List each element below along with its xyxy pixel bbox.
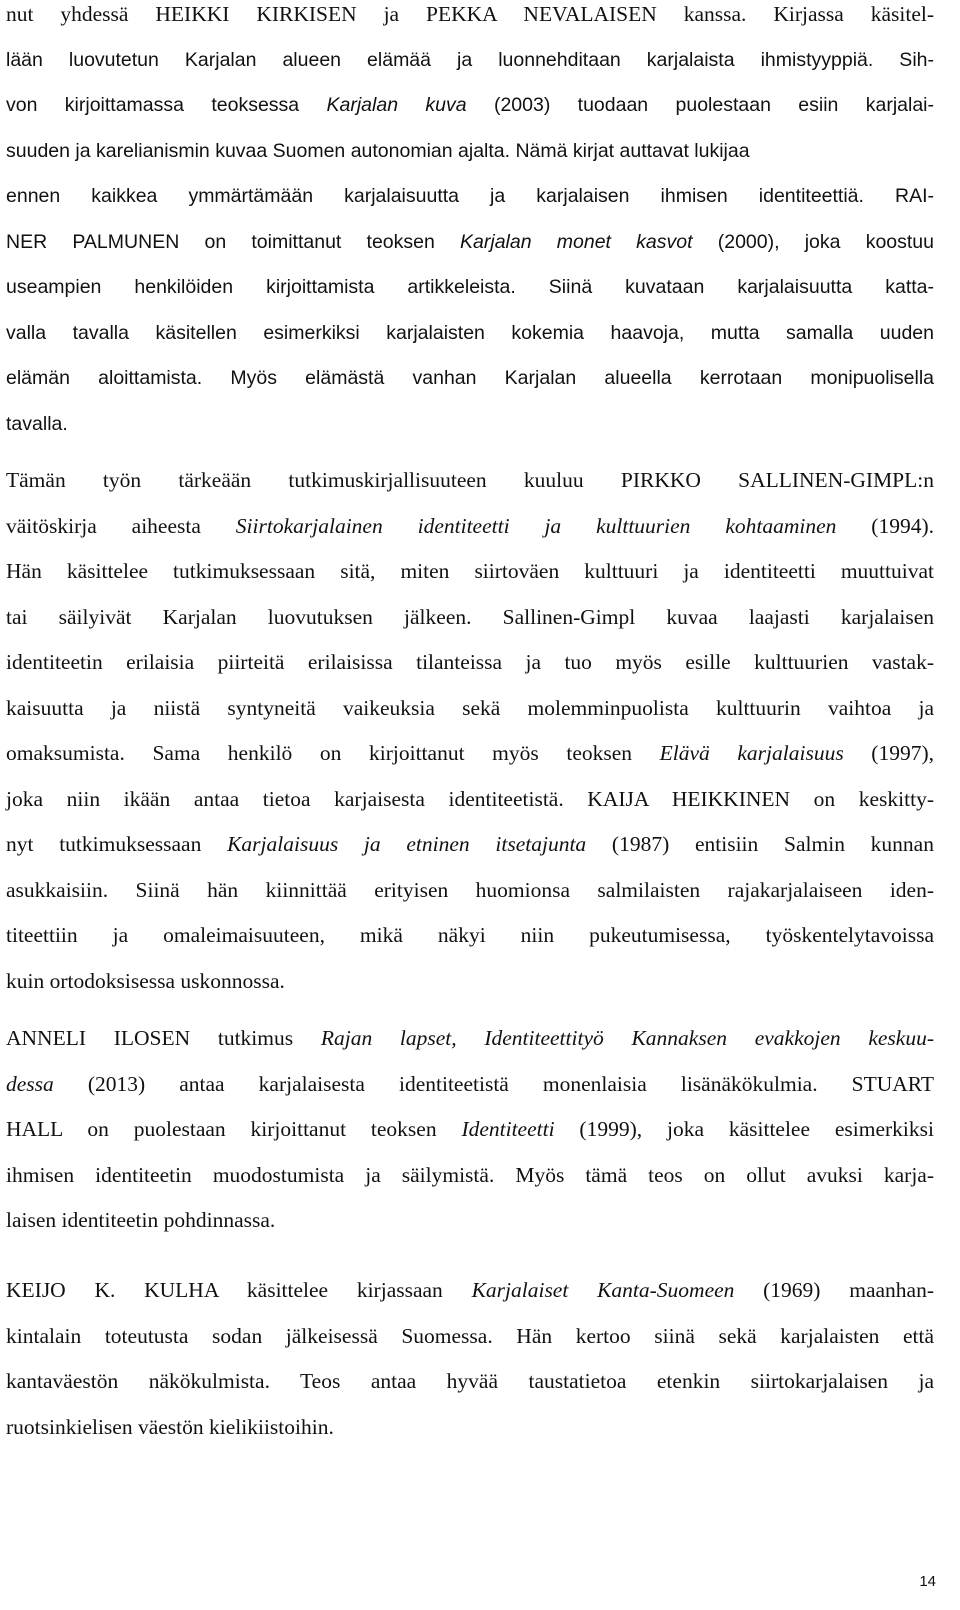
text-run: Hän käsittelee tutkimuksessaan sitä, miten siirtoväen kulttuuri ja identiteetti muuttuivat — [6, 559, 934, 583]
book-title: Karjalaisuus ja etninen itsetajunta — [227, 832, 587, 856]
text-run: laisen identiteetin pohdinnassa. — [6, 1208, 276, 1232]
text-run: kuin ortodoksisessa uskonnossa. — [6, 969, 285, 993]
text-line — [6, 364, 934, 392]
text-run: (1987) entisiin Salmin kunnan — [586, 832, 934, 856]
text-run: kaisuutta ja niistä syntyneitä vaikeuksia sekä molemminpuolista kulttuurin vaihtoa ja — [6, 696, 934, 720]
text-line — [6, 739, 934, 767]
text-line — [6, 1413, 934, 1441]
book-title: Elävä karjalaisuus — [659, 741, 844, 765]
text-line — [6, 319, 934, 347]
text-line — [6, 603, 934, 631]
book-title: Karjalan kuva — [326, 94, 467, 116]
text-run: HALL on puolestaan kirjoittanut teoksen — [6, 1117, 462, 1141]
text-run: kintalain toteutusta sodan jälkeisessä Suomessa. Hän kertoo siinä sekä karjalaisten että — [6, 1324, 934, 1348]
text-run: suuden ja karelianismin kuvaa Suomen autonomian ajalta. Nämä kirjat auttavat lukijaa — [6, 140, 750, 162]
text-line — [6, 91, 934, 119]
text-line — [6, 785, 934, 813]
text-line — [6, 0, 934, 28]
text-run: ihmisen identiteetin muodostumista ja säilymistä. Myös tämä teos on ollut avuksi karja- — [6, 1163, 934, 1187]
text-line — [6, 273, 934, 301]
text-run: (1999), joka käsittelee esimerkiksi — [554, 1117, 934, 1141]
text-line — [6, 830, 934, 858]
text-run: (1997), — [843, 741, 934, 765]
text-line — [6, 182, 934, 210]
book-title: Karjalan monet kasvot — [460, 231, 693, 253]
text-line — [6, 1161, 934, 1189]
text-line — [6, 466, 934, 494]
text-run: lään luovutetun Karjalan alueen elämää ja luonnehditaan karjalaista ihmistyyppiä. Sih- — [6, 49, 934, 71]
text-line — [6, 876, 934, 904]
text-line — [6, 228, 934, 256]
text-line — [6, 694, 934, 722]
text-line — [6, 921, 934, 949]
text-line — [6, 648, 934, 676]
text-run: joka niin ikään antaa tietoa karjaisesta identiteetistä. KAIJA HEIKKINEN on keskitty- — [6, 787, 934, 811]
text-line — [6, 1024, 934, 1052]
text-line — [6, 1070, 934, 1098]
text-run: (2013) antaa karjalaisesta identiteetistä monenlaisia lisänäkökulmia. STUART — [53, 1072, 934, 1096]
text-run: von kirjoittamassa teoksessa — [6, 94, 327, 116]
text-run: kantaväestön näkökulmista. Teos antaa hyvää taustatietoa etenkin siirtokarjalaisen ja — [6, 1369, 934, 1393]
text-run: väitöskirja aiheesta — [6, 514, 236, 538]
text-run: KEIJO K. KULHA käsittelee kirjassaan — [6, 1278, 472, 1302]
text-run: nyt tutkimuksessaan — [6, 832, 228, 856]
text-line — [6, 1367, 934, 1395]
text-run: ennen kaikkea ymmärtämään karjalaisuutta ja karjalaisen ihmisen identiteettiä. RAI- — [6, 185, 934, 207]
text-run: (2000), joka koostuu — [692, 231, 934, 253]
text-line — [6, 1322, 934, 1350]
text-run: tai säilyivät Karjalan luovutuksen jälkeen. Sallinen-Gimpl kuvaa laajasti karjalaisen — [6, 605, 934, 629]
book-title: Siirtokarjalainen identiteetti ja kulttuurien kohtaaminen — [235, 514, 837, 538]
page-number: 14 — [919, 1573, 936, 1590]
text-run: valla tavalla käsitellen esimerkiksi karjalaisten kokemia haavoja, mutta samalla uuden — [6, 322, 934, 344]
book-title: dessa — [6, 1072, 54, 1096]
text-run: asukkaisiin. Siinä hän kiinnittää erityisen huomionsa salmilaisten rajakarjalaiseen iden- — [6, 878, 934, 902]
text-run: elämän aloittamista. Myös elämästä vanhan Karjalan alueella kerrotaan monipuolisella — [6, 367, 934, 389]
text-line — [6, 967, 934, 995]
text-run: (1969) maanhan- — [734, 1278, 934, 1302]
text-run: identiteetin erilaisia piirteitä erilaisissa tilanteissa ja tuo myös esille kulttuurien vastak- — [6, 650, 934, 674]
text-line — [6, 1115, 934, 1143]
text-line — [6, 512, 934, 540]
text-run: Tämän työn tärkeään tutkimuskirjallisuuteen kuuluu PIRKKO SALLINEN-GIMPL:n — [6, 468, 934, 492]
text-run: (2003) tuodaan puolestaan esiin karjalai- — [466, 94, 934, 116]
text-line — [6, 137, 934, 165]
text-line — [6, 557, 934, 585]
text-run: tavalla. — [6, 413, 68, 435]
book-title: Rajan lapset, Identiteettityö Kannaksen evakkojen keskuu- — [320, 1026, 935, 1050]
book-title: Karjalaiset Kanta-Suomeen — [471, 1278, 735, 1302]
text-line — [6, 1276, 934, 1304]
book-title: Identiteetti — [461, 1117, 555, 1141]
text-line — [6, 410, 934, 438]
text-run: (1994). — [836, 514, 934, 538]
text-line — [6, 1206, 934, 1234]
text-run: NER PALMUNEN on toimittanut teoksen — [6, 231, 461, 253]
text-run: useampien henkilöiden kirjoittamista artikkeleista. Siinä kuvataan karjalaisuutta katta- — [6, 276, 934, 298]
text-run: nut yhdessä HEIKKI KIRKISEN ja PEKKA NEVALAISEN kanssa. Kirjassa käsitel- — [6, 2, 934, 26]
text-run: omaksumista. Sama henkilö on kirjoittanut myös teoksen — [6, 741, 660, 765]
text-run: ANNELI ILOSEN tutkimus — [6, 1026, 321, 1050]
text-run: ruotsinkielisen väestön kielikiistoihin. — [6, 1415, 334, 1439]
text-line — [6, 46, 934, 74]
text-run: titeettiin ja omaleimaisuuteen, mikä näkyi niin pukeutumisessa, työskentelytavoissa — [6, 923, 934, 947]
